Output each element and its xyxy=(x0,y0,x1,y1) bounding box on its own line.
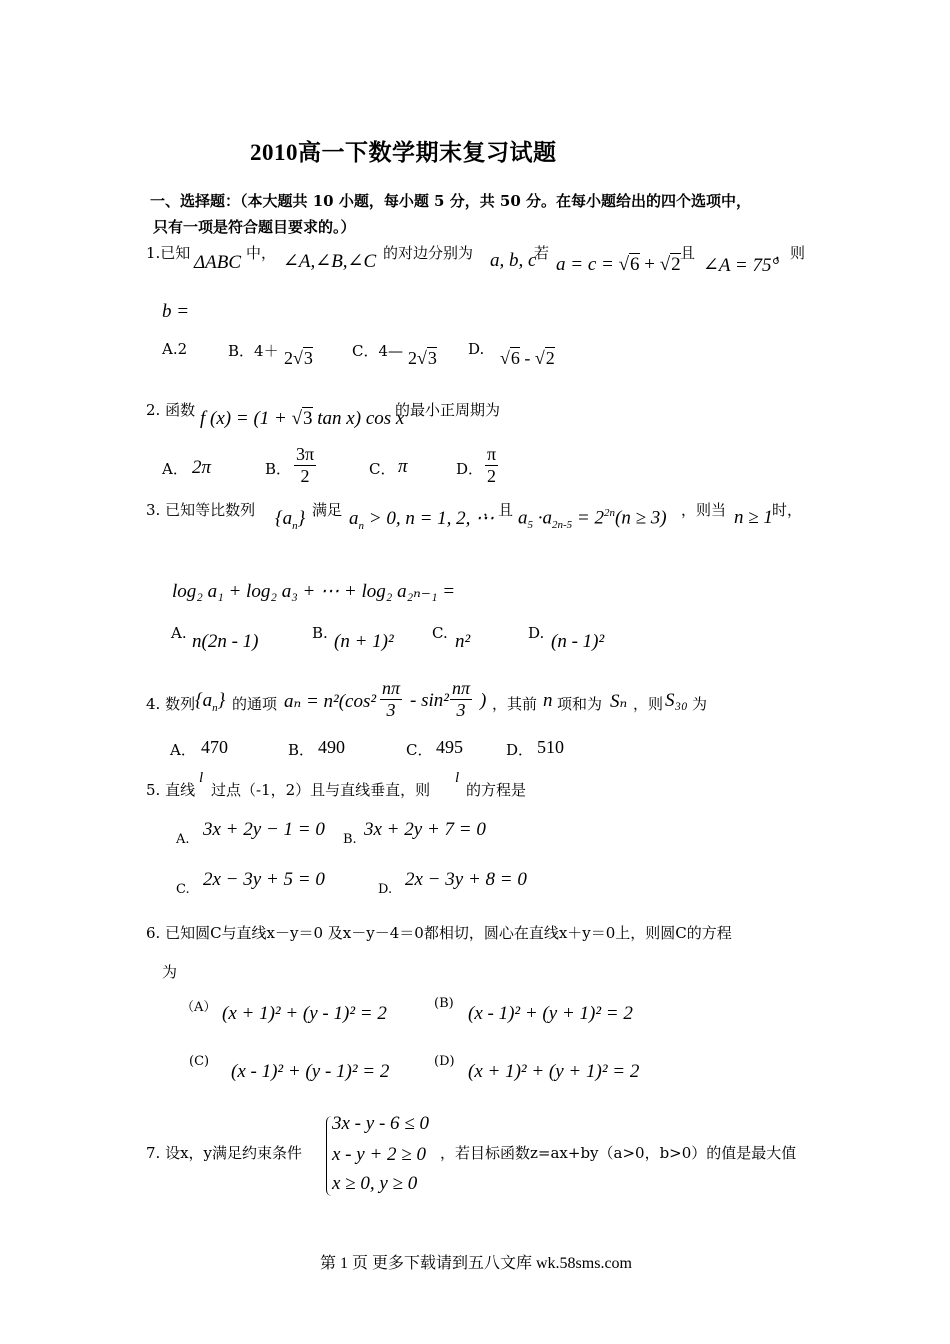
q2-suffix: 的最小正周期为 xyxy=(395,401,501,419)
q4-text1: 的通项 xyxy=(232,695,278,713)
q4-option-c-label: C． xyxy=(406,741,433,759)
q7-suffix: ，若目标函数z=ax+by（a>0，b>0）的值是最大值 xyxy=(440,1144,797,1162)
q3-text2: ，且 xyxy=(483,501,514,519)
q7-constraint-1: 3x - y - 6 ≤ 0 xyxy=(332,1113,429,1134)
q2-option-d-label: D． xyxy=(456,460,484,478)
q5-text2: 的方程是 xyxy=(466,781,527,799)
q1-prefix: 1.已知 xyxy=(146,244,191,262)
q4-sn: Sₙ xyxy=(610,691,628,712)
q4-option-a-value: 470 xyxy=(201,737,228,757)
q4-option-d-label: D． xyxy=(506,741,534,759)
q3-option-c-value: n² xyxy=(455,631,471,652)
q3-sequence: $\{a_n\}$ xyxy=(275,508,306,532)
q6-option-b-value: (x - 1)² + (y + 1)² = 2 xyxy=(468,1003,633,1024)
q4-option-c-value: 495 xyxy=(436,737,463,757)
q6-option-c-label: (C) xyxy=(189,1054,210,1069)
q7-constraint-2: x - y + 2 ≥ 0 xyxy=(332,1144,426,1165)
q1-option-c-label: C．4— xyxy=(352,342,404,360)
q5-option-a-label: A. xyxy=(176,832,190,847)
q1-then: ，则 xyxy=(775,244,806,262)
q3-option-c-label: C. xyxy=(432,624,448,642)
q1-option-d-label: D. xyxy=(468,340,485,358)
q3-condition2: $a_5 \cdot a_{2n-5} = 2^{2n}(n \ge 3)$ xyxy=(518,507,667,532)
q3-option-a-value: n(2n - 1) xyxy=(192,631,259,652)
q6-option-c-value: (x - 1)² + (y - 1)² = 2 xyxy=(231,1061,390,1082)
q4-text4: ，则 xyxy=(633,695,664,713)
q2-option-c-label: C． xyxy=(369,460,396,478)
q2-option-b-label: B． xyxy=(265,460,292,478)
q2-option-a-value: 2π xyxy=(192,457,212,478)
q1-option-b-label: B．4＋ xyxy=(228,342,279,360)
q3-text1: 满足 xyxy=(312,501,343,519)
q4-text3: 项和为 xyxy=(557,695,603,713)
page-footer: 第 1 页 更多下载请到五八文库 wk.58sms.com xyxy=(320,1255,633,1272)
q4-close: ) xyxy=(480,690,487,711)
q4-prefix: 4. 数列 xyxy=(146,695,196,713)
q5-option-c-value: 2x − 3y + 5 = 0 xyxy=(203,869,325,890)
q6-option-a-value: (x + 1)² + (y - 1)² = 2 xyxy=(222,1003,387,1024)
q5-line-l: l xyxy=(199,770,204,786)
q1-text3: 若 xyxy=(534,244,550,262)
q4-formula: aₙ = n²(cos² xyxy=(284,691,377,712)
q5-line-l2: l xyxy=(455,770,460,786)
q3-prefix: 3. 已知等比数列 xyxy=(146,501,256,519)
q7-prefix: 7. 设x，y满足约束条件 xyxy=(146,1144,303,1162)
q3-option-b-value: (n + 1)² xyxy=(334,631,394,652)
q3-option-d-value: (n - 1)² xyxy=(551,631,605,652)
q3-option-b-label: B. xyxy=(312,624,328,642)
q6-line1: 6. 已知圆C与直线x－y＝0 及x－y－4＝0都相切，圆心在直线x＋y＝0上，则圆C的方程 xyxy=(146,924,732,942)
q2-function: f (x) = (1 + √3 tan x) cos x xyxy=(200,408,405,429)
q3-text4: 时， xyxy=(772,501,803,519)
q5-option-b-value: 3x + 2y + 7 = 0 xyxy=(364,819,486,840)
q1-text1: 中， xyxy=(246,244,277,262)
section-heading-line2: 只有一项是符合题目要求的。） xyxy=(153,218,356,236)
q2-option-c-value: π xyxy=(398,456,408,477)
q4-option-d-value: 510 xyxy=(537,737,564,757)
q3-expression: log₂ a₁ + log₂ a₃ + ⋯ + log₂ a₂ₙ₋₁ = xyxy=(172,581,456,602)
q7-constraint-3: x ≥ 0, y ≥ 0 xyxy=(332,1173,418,1194)
q2-option-d-value: $\frac{\pi}{2}$ xyxy=(487,444,497,486)
q4-s30: S₃₀ xyxy=(665,690,688,711)
q3-option-a-label: A. xyxy=(171,624,187,642)
q6-line2: 为 xyxy=(162,963,178,981)
q4-option-b-label: B． xyxy=(288,741,315,759)
q5-option-d-value: 2x − 3y + 8 = 0 xyxy=(405,869,527,890)
q4-option-a-label: A． xyxy=(170,741,196,759)
q5-text1: 过点（-1，2）且与直线垂直，则 xyxy=(211,781,431,799)
q4-minus-sin: - sin² xyxy=(410,690,449,711)
q4-n: n xyxy=(543,690,553,711)
q6-option-d-value: (x + 1)² + (y + 1)² = 2 xyxy=(468,1061,640,1082)
q4-sequence: $\{a_n\}$ xyxy=(195,690,226,714)
q2-option-b-value: $\frac{3\pi}{2}$ xyxy=(296,444,315,486)
q1-option-d-value: √6 - √2 xyxy=(500,348,555,368)
q6-option-a-label: （A） xyxy=(181,1000,217,1015)
q2-prefix: 2. 函数 xyxy=(146,401,196,419)
q5-option-a-value: 3x + 2y − 1 = 0 xyxy=(203,819,325,840)
q1-angle-a: ∠A = 75° xyxy=(703,255,780,276)
q4-fraction-1: $\frac{n\pi}{3}$ xyxy=(382,678,401,720)
q5-prefix: 5. 直线 xyxy=(146,781,196,799)
q3-condition3: n ≥ 1 xyxy=(734,507,773,528)
page-title: 2010高一下数学期末复习试题 xyxy=(250,140,557,165)
q1-and: 且 xyxy=(680,244,696,262)
q5-option-b-label: B. xyxy=(343,832,357,847)
q4-text5: 为 xyxy=(692,695,708,713)
q1-ask: b = xyxy=(162,301,190,322)
q1-option-b-value: 2√3 xyxy=(284,348,313,368)
q3-option-d-label: D. xyxy=(528,624,545,642)
q1-condition: a = c = √6 + √2 xyxy=(556,254,681,275)
q5-option-d-label: D. xyxy=(378,882,393,897)
q3-text3: ，则当 xyxy=(681,501,727,519)
q4-option-b-value: 490 xyxy=(318,737,345,757)
q2-option-a-label: A． xyxy=(162,460,188,478)
q1-angles: ∠A,∠B,∠C xyxy=(283,251,377,272)
q4-text2: ，其前 xyxy=(492,695,538,713)
q5-option-c-label: C. xyxy=(176,882,190,897)
q3-condition1: $a_n > 0$, n = 1, 2, ⋯ xyxy=(349,508,495,532)
q1-option-a: A.2 xyxy=(162,340,188,358)
q6-option-b-label: (B) xyxy=(434,996,454,1011)
q4-fraction-2: $\frac{n\pi}{3}$ xyxy=(452,678,471,720)
section-heading-line1: 一、选择题：（本大题共 10 小题，每小题 5 分，共 50 分。在每小题给出的四个选项中， xyxy=(150,192,752,210)
q6-option-d-label: (D) xyxy=(434,1054,455,1069)
q1-triangle: ΔABC xyxy=(194,252,242,273)
q1-option-c-value: 2√3 xyxy=(408,348,437,368)
q1-sides: a, b, c xyxy=(490,250,537,271)
q1-text2: 的对边分别为 xyxy=(383,244,474,262)
